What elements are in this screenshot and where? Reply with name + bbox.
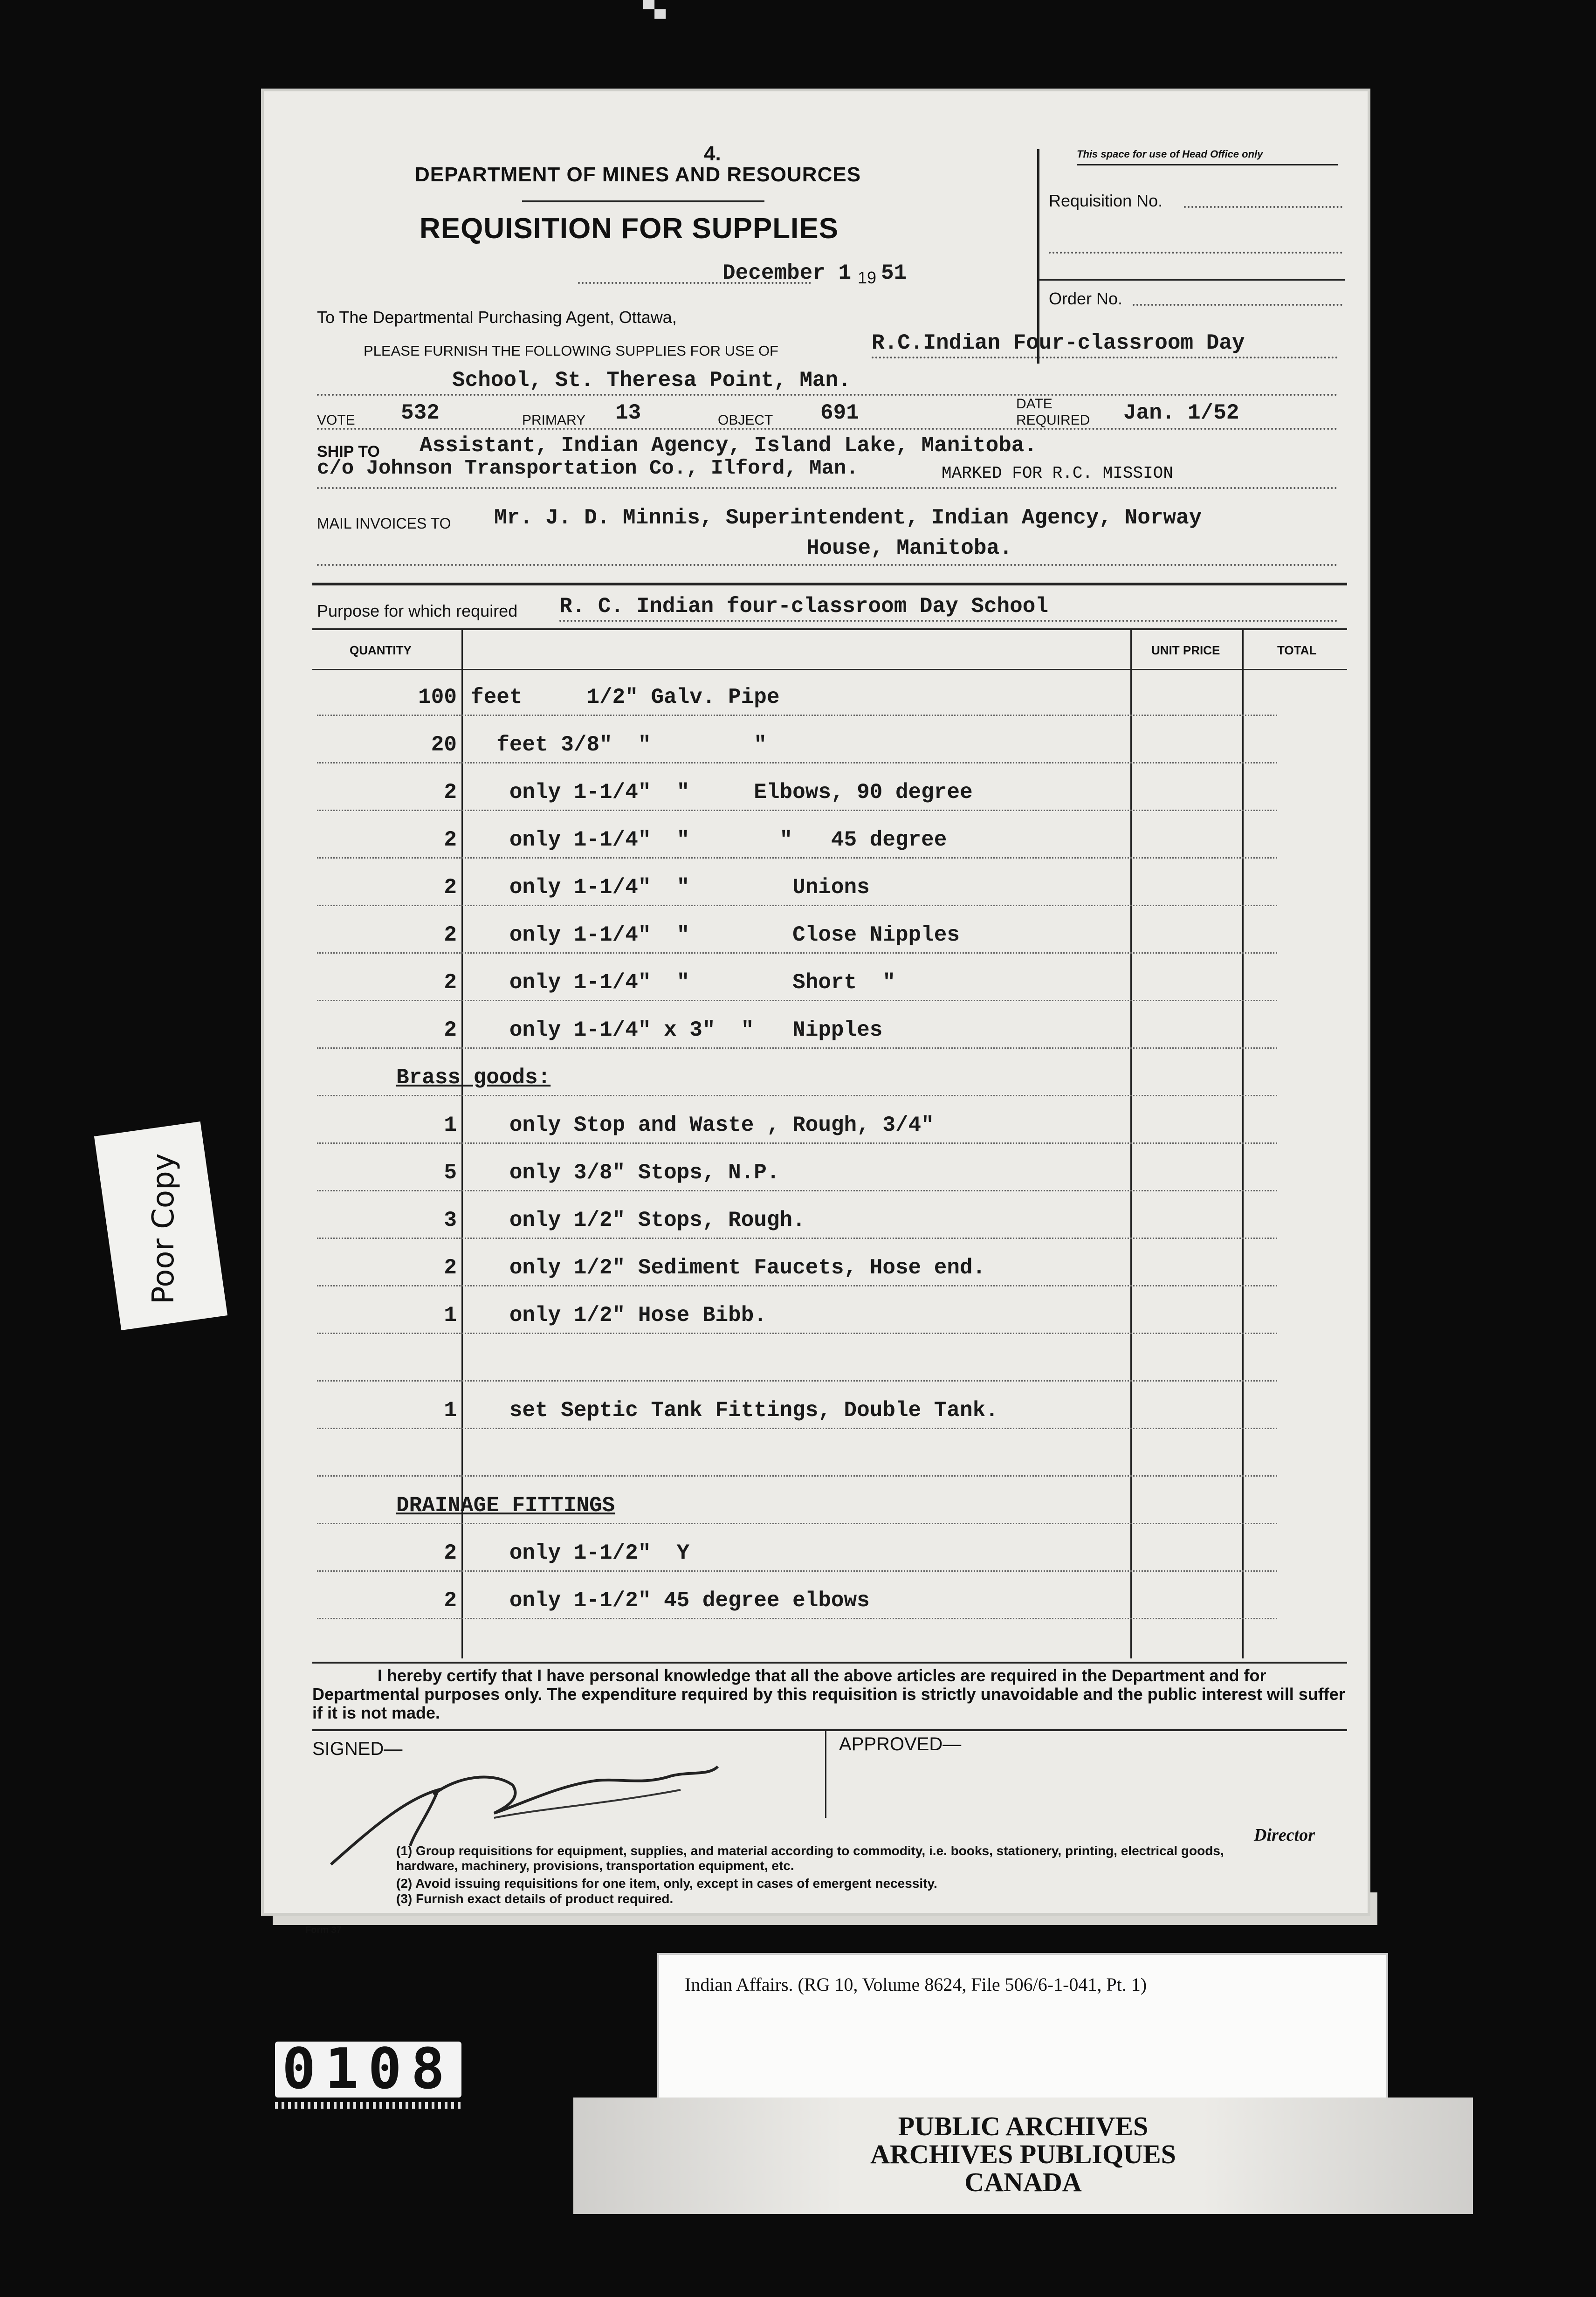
row-rule xyxy=(317,1475,1277,1477)
ship-to-line xyxy=(317,487,1338,489)
form-title: REQUISITION FOR SUPPLIES xyxy=(420,213,839,245)
col-quantity: QUANTITY xyxy=(350,643,412,657)
row-description: Brass goods: xyxy=(396,1066,551,1090)
row-quantity: 100 xyxy=(418,685,457,709)
heading-divider xyxy=(522,200,764,202)
furnish-label: PLEASE FURNISH THE FOLLOWING SUPPLIES FOR USE OF xyxy=(364,343,778,359)
date-day: December 1 xyxy=(722,261,852,285)
form-number: Form 37 xyxy=(305,1925,342,1935)
item-rows xyxy=(261,671,1370,1659)
head-office-note-rule xyxy=(1077,164,1338,165)
row-quantity: 20 xyxy=(431,733,457,757)
row-description: only 1-1/4" " " 45 degree xyxy=(471,828,947,852)
order-no-label: Order No. xyxy=(1049,289,1123,308)
signature-divider xyxy=(825,1729,826,1818)
row-description: feet 3/8" " " xyxy=(471,733,767,757)
vote-value: 532 xyxy=(401,401,440,425)
row-description: only 1-1/2" 45 degree elbows xyxy=(471,1589,870,1613)
date-required-label-2: REQUIRED xyxy=(1016,413,1090,428)
row-description: only 1-1/4" " Unions xyxy=(471,875,870,900)
furnish-line-1 xyxy=(872,357,1338,358)
row-rule xyxy=(317,905,1277,906)
purpose-value: R. C. Indian four-classroom Day School xyxy=(559,594,1048,619)
table-row xyxy=(261,814,1370,859)
director-label: Director xyxy=(1254,1825,1315,1845)
row-quantity: 2 xyxy=(444,1589,457,1613)
row-description: feet 1/2" Galv. Pipe xyxy=(471,685,780,709)
col-unit-price: UNIT PRICE xyxy=(1151,643,1220,657)
row-description: set Septic Tank Fittings, Double Tank. xyxy=(471,1398,998,1423)
object-label: OBJECT xyxy=(718,413,773,428)
marked-note: MARKED FOR R.C. MISSION xyxy=(942,464,1173,483)
head-office-blank-line xyxy=(1049,252,1342,254)
table-row xyxy=(261,1479,1370,1524)
top-thick-rule xyxy=(312,583,1347,585)
poor-copy-text: Poor Copy xyxy=(146,1153,181,1305)
ship-to-value-2: c/o Johnson Transportation Co., Ilford, Man. xyxy=(317,457,859,480)
table-row xyxy=(261,671,1370,716)
table-row xyxy=(261,1004,1370,1049)
row-quantity: 2 xyxy=(444,970,457,995)
row-description: only 3/8" Stops, N.P. xyxy=(471,1161,780,1185)
row-description: only 1-1/4" x 3" " Nipples xyxy=(471,1018,883,1042)
row-rule xyxy=(317,1047,1277,1049)
row-rule xyxy=(317,762,1277,763)
public-archives-stamp xyxy=(573,2098,1473,2214)
note-2: (2) Avoid issuing requisitions for one item, only, except in cases of emergent necessity. xyxy=(396,1876,937,1891)
mail-line xyxy=(317,564,1338,566)
ship-to-label: SHIP TO xyxy=(317,443,380,461)
table-bottom-rule xyxy=(312,1662,1347,1664)
head-office-box-divider xyxy=(1037,279,1345,281)
table-row xyxy=(261,766,1370,811)
year-prefix: 19 xyxy=(858,268,877,287)
row-quantity: 2 xyxy=(444,828,457,852)
row-rule xyxy=(317,952,1277,954)
row-quantity: 5 xyxy=(444,1161,457,1185)
table-row xyxy=(261,1432,1370,1477)
requisition-no-line xyxy=(1184,206,1342,208)
table-top-rule xyxy=(312,628,1347,630)
row-quantity: 2 xyxy=(444,923,457,947)
row-description: only Stop and Waste , Rough, 3/4" xyxy=(471,1113,934,1137)
primary-value: 13 xyxy=(615,401,641,425)
row-description: only 1-1/4" " Elbows, 90 degree xyxy=(471,780,973,805)
table-row xyxy=(261,1194,1370,1239)
table-row xyxy=(261,861,1370,906)
table-row xyxy=(261,1147,1370,1191)
furnish-value-2: School, St. Theresa Point, Man. xyxy=(452,368,851,392)
primary-label: PRIMARY xyxy=(522,413,586,428)
table-header-rule xyxy=(312,669,1347,670)
head-office-note: This space for use of Head Office only xyxy=(1077,148,1263,160)
stamp-line-2: ARCHIVES PUBLIQUES xyxy=(870,2139,1176,2169)
frame-number-text: 0108 xyxy=(282,2037,454,2102)
stamp-line-3: CANADA xyxy=(964,2167,1082,2197)
row-rule xyxy=(317,1190,1277,1191)
table-row xyxy=(261,1527,1370,1572)
row-rule xyxy=(317,1285,1277,1286)
vote-label: VOTE xyxy=(317,413,355,428)
requisition-no-label: Requisition No. xyxy=(1049,191,1163,210)
row-quantity: 2 xyxy=(444,1256,457,1280)
table-row xyxy=(261,956,1370,1001)
row-description: DRAINAGE FITTINGS xyxy=(396,1493,615,1518)
ship-to-value-1: Assistant, Indian Agency, Island Lake, Manitoba. xyxy=(420,433,1038,458)
table-row xyxy=(261,1242,1370,1286)
signed-label: SIGNED— xyxy=(312,1739,403,1759)
year-suffix: 51 xyxy=(881,261,907,285)
furnish-line-2 xyxy=(317,394,1338,396)
row-rule xyxy=(317,1333,1277,1334)
poor-copy-label xyxy=(94,1121,227,1330)
row-description: only 1/2" Sediment Faucets, Hose end. xyxy=(471,1256,986,1280)
table-row xyxy=(261,719,1370,763)
purpose-line xyxy=(559,620,1338,622)
stamp-line-1: PUBLIC ARCHIVES xyxy=(898,2111,1149,2141)
row-quantity: 2 xyxy=(444,1018,457,1042)
archive-reference-text: Indian Affairs. (RG 10, Volume 8624, File 506/6-1-041, Pt. 1) xyxy=(685,1974,1147,1995)
signature-top-rule xyxy=(312,1729,1347,1731)
row-rule xyxy=(317,1428,1277,1429)
row-quantity: 2 xyxy=(444,780,457,805)
row-rule xyxy=(317,1095,1277,1096)
frame-ticks xyxy=(275,2102,461,2109)
page-number: 4. xyxy=(704,142,721,165)
furnish-value-1: R.C.Indian Four-classroom Day xyxy=(872,331,1245,355)
row-rule xyxy=(317,1380,1277,1382)
row-description: only 1-1/4" " Close Nipples xyxy=(471,923,960,947)
table-row xyxy=(261,1289,1370,1334)
table-row xyxy=(261,1337,1370,1382)
row-rule xyxy=(317,1142,1277,1144)
col-total: TOTAL xyxy=(1277,643,1317,657)
row-quantity: 3 xyxy=(444,1208,457,1232)
certify-text: I hereby certify that I have personal knowledge that all the above articles are required in the Department and for Departmental purposes only. The expenditure required by this requisition is strictly unavoidable and the public interest will suffer if it is not made. xyxy=(312,1666,1345,1722)
table-row xyxy=(261,909,1370,954)
row-quantity: 2 xyxy=(444,1541,457,1565)
row-quantity: 1 xyxy=(444,1303,457,1327)
purpose-label: Purpose for which required xyxy=(317,601,518,620)
row-rule xyxy=(317,1000,1277,1001)
table-row xyxy=(261,1099,1370,1144)
requisition-form xyxy=(261,89,1370,1935)
department-heading: DEPARTMENT OF MINES AND RESOURCES xyxy=(415,163,861,186)
mail-label: MAIL INVOICES TO xyxy=(317,515,451,532)
row-rule xyxy=(317,810,1277,811)
row-rule xyxy=(317,1523,1277,1524)
row-quantity: 1 xyxy=(444,1113,457,1137)
row-description: only 1-1/4" " Short " xyxy=(471,970,895,995)
table-row xyxy=(261,1384,1370,1429)
table-row xyxy=(261,1052,1370,1096)
row-quantity: 2 xyxy=(444,875,457,900)
note-3: (3) Furnish exact details of product required. xyxy=(396,1891,674,1906)
row-rule xyxy=(317,1238,1277,1239)
mail-value-1: Mr. J. D. Minnis, Superintendent, Indian Agency, Norway xyxy=(494,506,1202,530)
mail-value-2: House, Manitoba. xyxy=(806,536,1012,560)
vote-line xyxy=(317,428,1338,430)
to-line: To The Departmental Purchasing Agent, Ottawa, xyxy=(317,308,677,327)
row-quantity: 1 xyxy=(444,1398,457,1423)
row-rule xyxy=(317,715,1277,716)
table-row xyxy=(261,1575,1370,1619)
row-description: only 1-1/2" Y xyxy=(471,1541,690,1565)
date-required-value: Jan. 1/52 xyxy=(1123,401,1239,425)
note-1: (1) Group requisitions for equipment, supplies, and material according to commodity, i.e. books, stationery, printing, electrical goods, hardware, machinery, provisions, transportation equipment, etc. xyxy=(396,1843,1224,1873)
top-mark: ▀▄ xyxy=(643,0,666,18)
object-value: 691 xyxy=(820,401,859,425)
order-no-line xyxy=(1133,304,1342,306)
row-description: only 1/2" Stops, Rough. xyxy=(471,1208,805,1232)
approved-label: APPROVED— xyxy=(839,1734,962,1754)
date-required-label-1: DATE xyxy=(1016,396,1053,412)
row-rule xyxy=(317,1618,1277,1619)
row-rule xyxy=(317,1570,1277,1572)
row-description: only 1/2" Hose Bibb. xyxy=(471,1303,767,1327)
row-rule xyxy=(317,857,1277,859)
frame-number xyxy=(275,2037,461,2102)
